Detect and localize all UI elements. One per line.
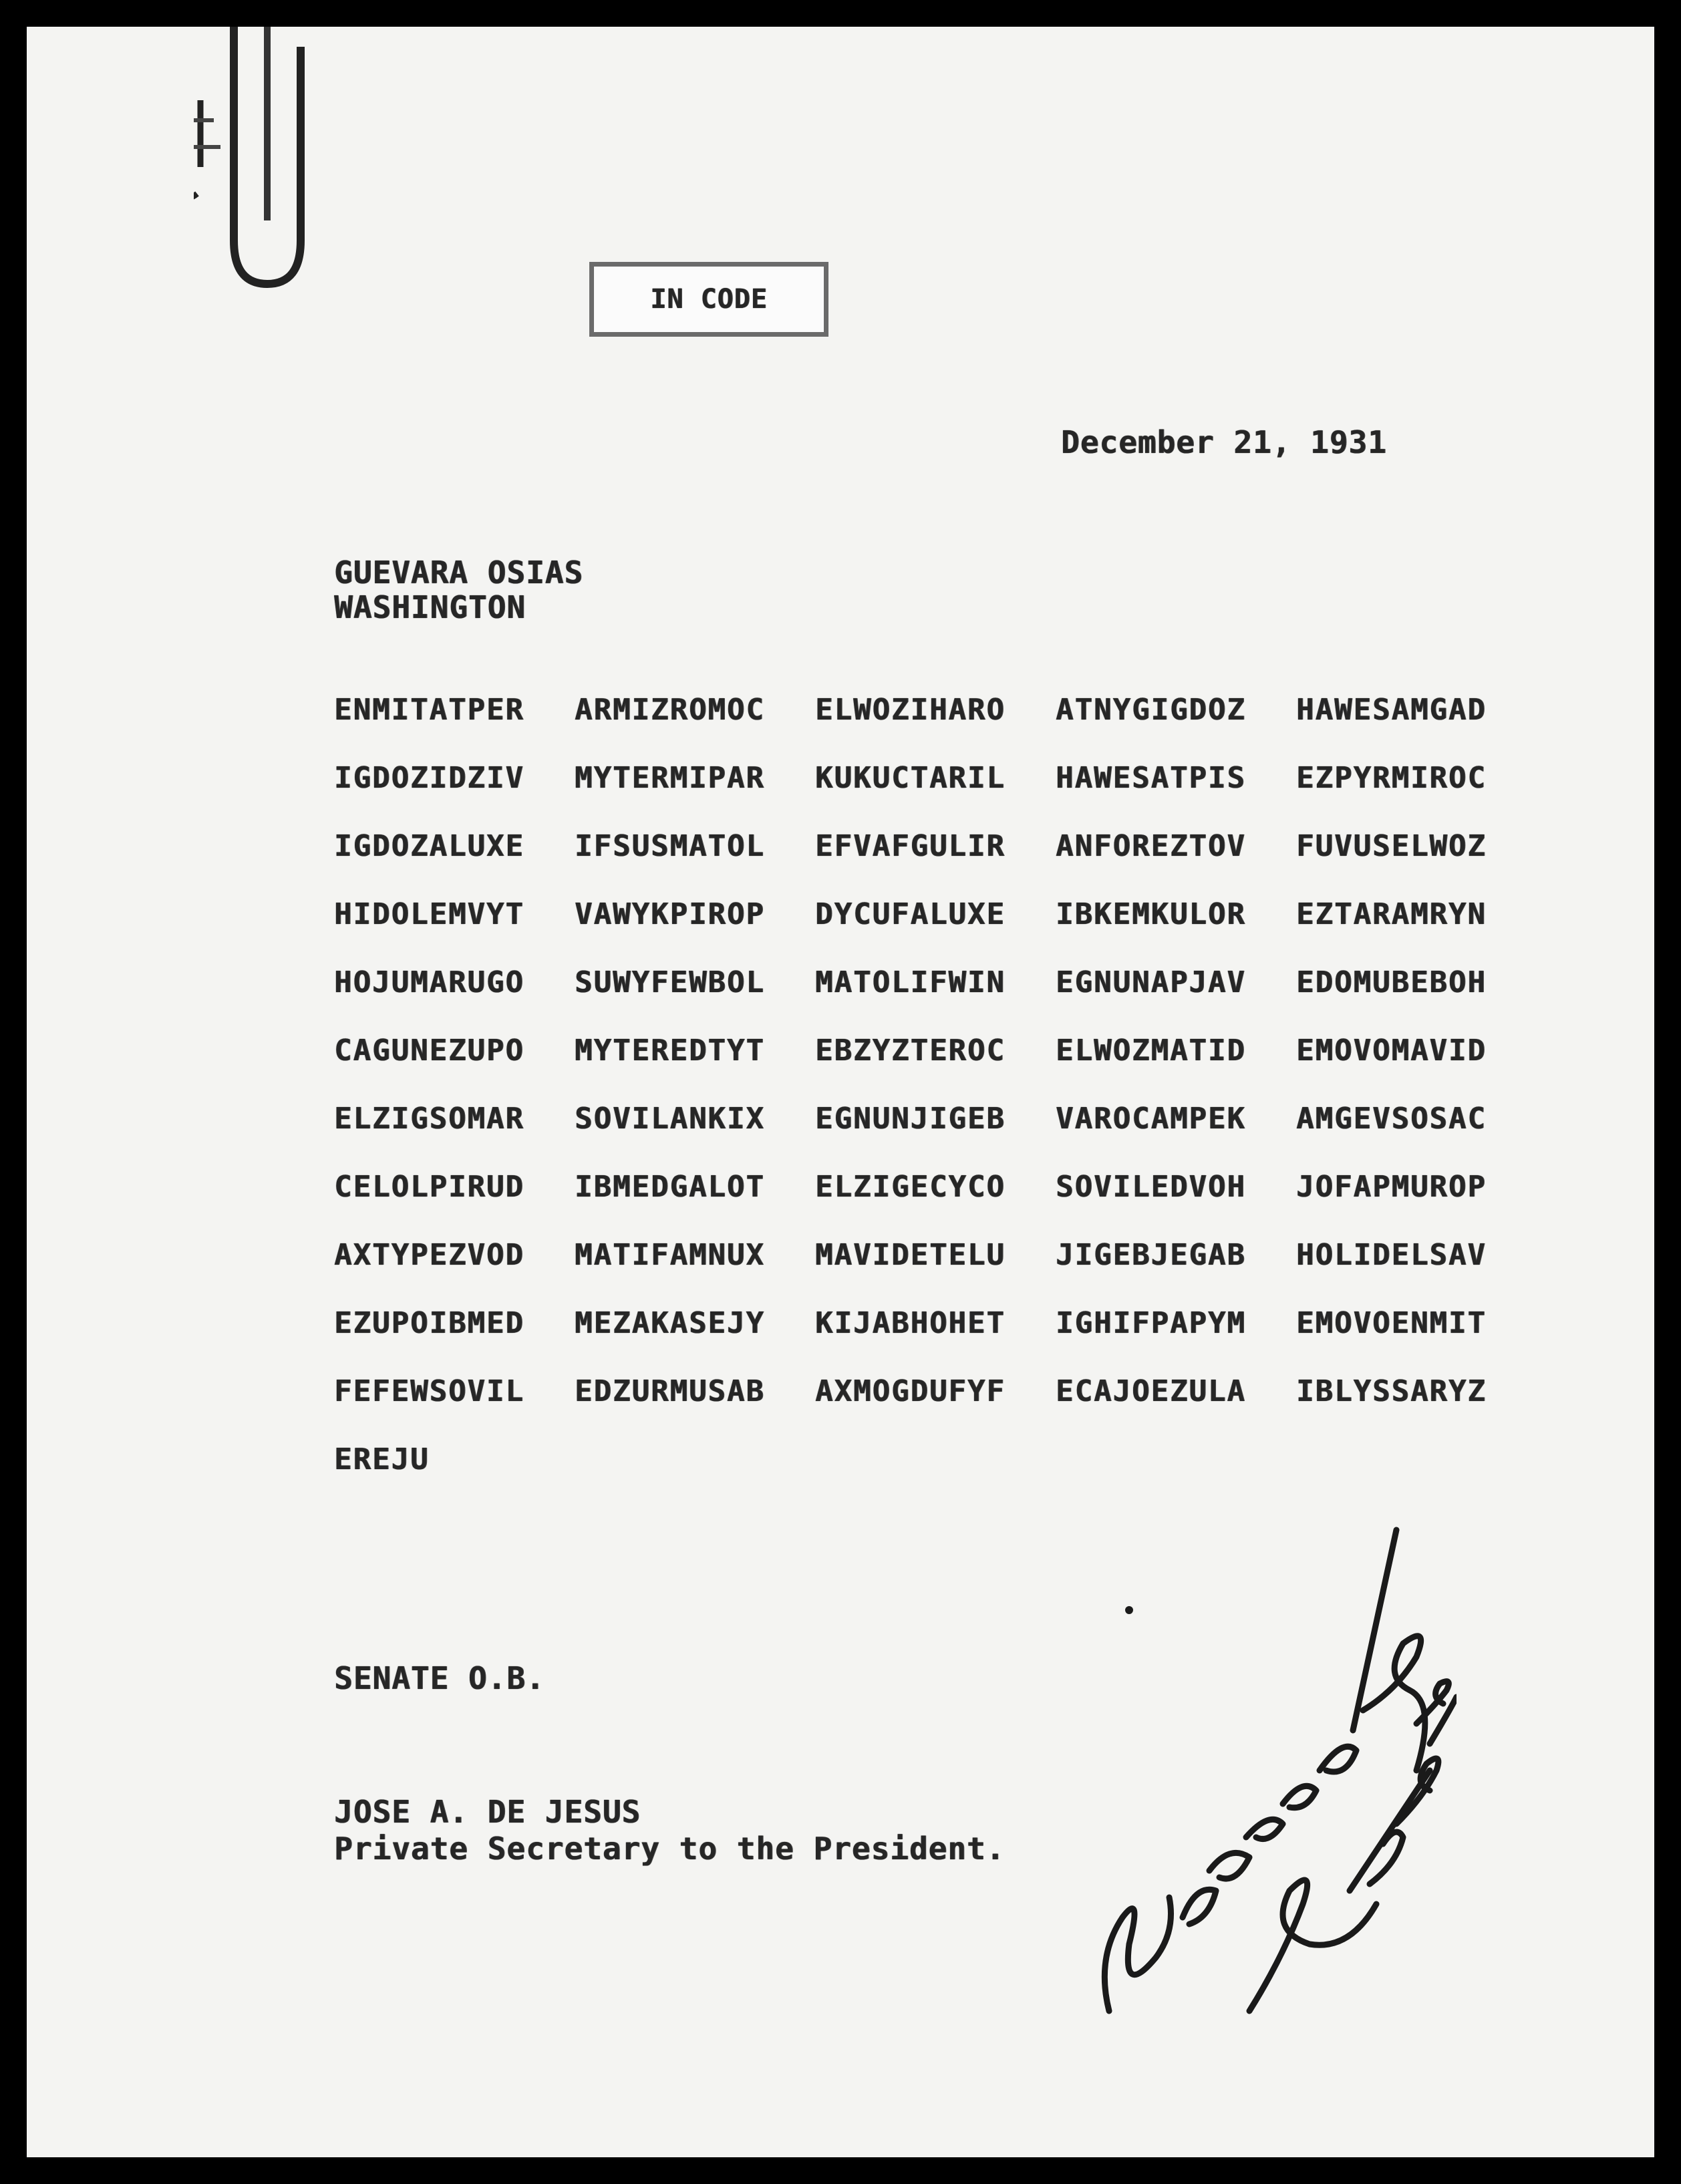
code-group: EZUPOIBMED — [334, 1306, 524, 1340]
paper-clip-icon — [194, 27, 334, 294]
code-group: EREJU — [334, 1442, 430, 1476]
code-group: IBLYSSARYZ — [1296, 1374, 1487, 1408]
closing-line: SENATE O.B. — [334, 1660, 545, 1696]
code-group: ANFOREZTOV — [1056, 829, 1246, 863]
code-group: HAWESAMGAD — [1296, 693, 1487, 727]
code-group: EGNUNAPJAV — [1056, 965, 1246, 999]
code-group: ENMITATPER — [334, 693, 524, 727]
handwritten-received-note — [1082, 1490, 1457, 2018]
code-group: ECAJOEZULA — [1056, 1374, 1246, 1408]
code-group: FUVUSELWOZ — [1296, 829, 1487, 863]
code-group: IGDOZIDZIV — [334, 761, 524, 795]
code-group: IBMEDGALOT — [575, 1170, 765, 1204]
code-group: AXTYPEZVOD — [334, 1238, 524, 1272]
code-group: EBZYZTEROC — [815, 1034, 1006, 1068]
code-group: HOLIDELSAV — [1296, 1238, 1487, 1272]
code-group: MATOLIFWIN — [815, 965, 1006, 999]
code-group: EZTARAMRYN — [1296, 897, 1487, 931]
code-group: FEFEWSOVIL — [334, 1374, 524, 1408]
code-group: KUKUCTARIL — [815, 761, 1006, 795]
code-groups-grid — [334, 691, 1537, 1478]
code-group: SOVILANKIX — [575, 1102, 765, 1136]
document-page — [27, 27, 1654, 2157]
code-group: AXMOGDUFYF — [815, 1374, 1006, 1408]
code-group: CELOLPIRUD — [334, 1170, 524, 1204]
code-group: CAGUNEZUPO — [334, 1034, 524, 1068]
code-group: MYTEREDTYT — [575, 1034, 765, 1068]
code-group: MYTERMIPAR — [575, 761, 765, 795]
code-group: ELZIGECYCO — [815, 1170, 1006, 1204]
addressee-city: WASHINGTON — [334, 589, 526, 625]
code-group: IGDOZALUXE — [334, 829, 524, 863]
code-group: VAROCAMPEK — [1056, 1102, 1246, 1136]
code-group: EMOVOMAVID — [1296, 1034, 1487, 1068]
code-group: ELWOZIHARO — [815, 693, 1006, 727]
code-group: DYCUFALUXE — [815, 897, 1006, 931]
code-group: EGNUNJIGEB — [815, 1102, 1006, 1136]
code-group: IGHIFPAPYM — [1056, 1306, 1246, 1340]
stamp-label: IN CODE — [650, 284, 768, 315]
code-group: MATIFAMNUX — [575, 1238, 765, 1272]
code-group: ELWOZMATID — [1056, 1034, 1246, 1068]
code-group: AMGEVSOSAC — [1296, 1102, 1487, 1136]
code-group: KIJABHOHET — [815, 1306, 1006, 1340]
code-group: HIDOLEMVYT — [334, 897, 524, 931]
code-group: ARMIZROMOC — [575, 693, 765, 727]
code-group: ATNYGIGDOZ — [1056, 693, 1246, 727]
signer-title: Private Secretary to the President. — [334, 1831, 1006, 1867]
code-group: VAWYKPIROP — [575, 897, 765, 931]
code-group: JOFAPMUROP — [1296, 1170, 1487, 1204]
code-group: IFSUSMATOL — [575, 829, 765, 863]
code-group: HAWESATPIS — [1056, 761, 1246, 795]
code-group: ELZIGSOMAR — [334, 1102, 524, 1136]
addressee-name: GUEVARA OSIAS — [334, 555, 584, 591]
code-group: IBKEMKULOR — [1056, 897, 1246, 931]
code-group: EZPYRMIROC — [1296, 761, 1487, 795]
code-group: EDOMUBEBOH — [1296, 965, 1487, 999]
code-group: JIGEBJEGAB — [1056, 1238, 1246, 1272]
code-group: SUWYFEWBOL — [575, 965, 765, 999]
code-group: MAVIDETELU — [815, 1238, 1006, 1272]
signer-name: JOSE A. DE JESUS — [334, 1794, 641, 1830]
code-group: HOJUMARUGO — [334, 965, 524, 999]
code-group: MEZAKASEJY — [575, 1306, 765, 1340]
code-group: SOVILEDVOH — [1056, 1170, 1246, 1204]
code-group: EFVAFGULIR — [815, 829, 1006, 863]
code-group: EDZURMUSAB — [575, 1374, 765, 1408]
in-code-stamp — [589, 262, 828, 337]
letter-date: December 21, 1931 — [1061, 424, 1387, 460]
code-group: EMOVOENMIT — [1296, 1306, 1487, 1340]
